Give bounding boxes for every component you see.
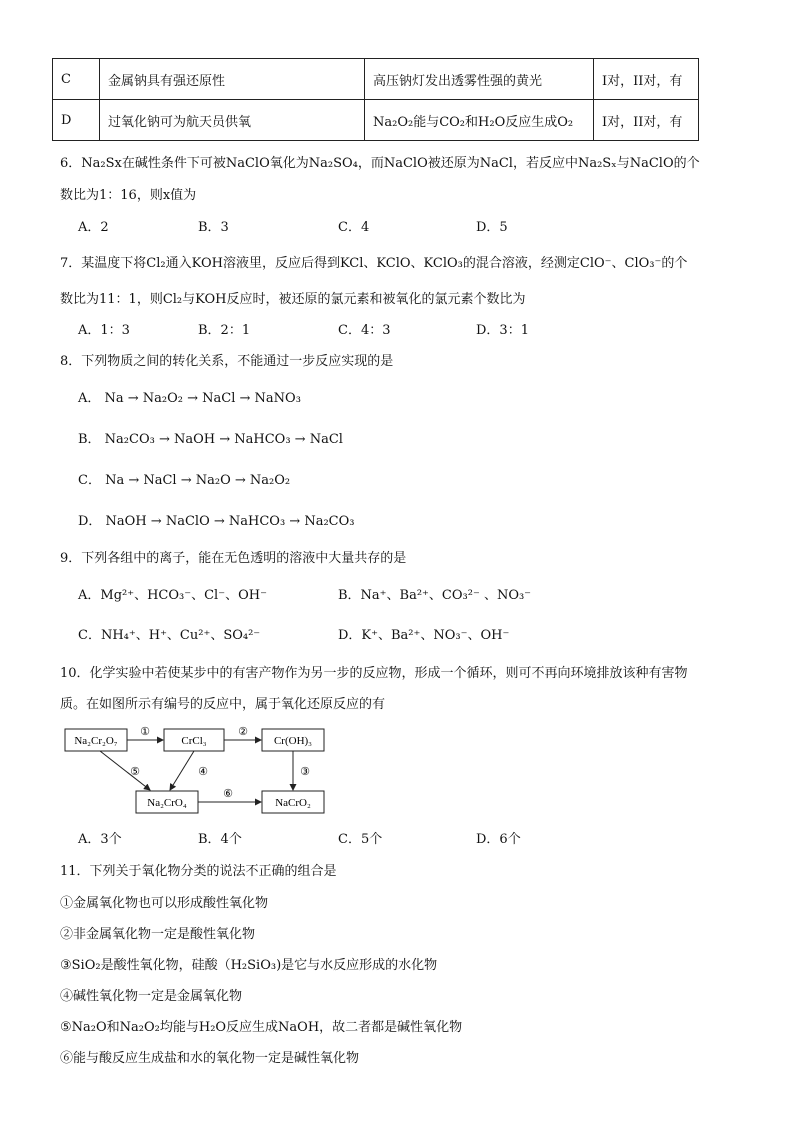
q11-item-1: ①金属氧化物也可以形成酸性氧化物	[60, 896, 269, 911]
table-row	[53, 59, 699, 100]
judgement: I对，II对，有	[594, 59, 699, 100]
row-label: C	[53, 59, 100, 100]
q7-option-b[interactable]: B．2：1	[198, 323, 251, 338]
q6-stem-line1: 6．Na₂Sx在碱性条件下可被NaClO氧化为Na₂SO₄，而NaClO被还原为NaCl，若反应中Na₂Sₓ与NaClO的个	[60, 156, 700, 171]
q10-option-b[interactable]: B．4个	[198, 832, 242, 847]
svg-text:CrCl₃: CrCl₃	[181, 735, 207, 747]
svg-text:Na₂CrO₄: Na₂CrO₄	[147, 797, 187, 809]
edge-label-6: ⑥	[223, 788, 233, 800]
q8-option-d[interactable]: D． NaOH → NaClO → NaHCO₃ → Na₂CO₃	[78, 514, 355, 529]
node-nacro2	[262, 791, 324, 813]
q10-stem-line2: 质。在如图所示有编号的反应中，属于氧化还原反应的有	[60, 697, 386, 712]
q11-item-5: ⑤Na₂O和Na₂O₂均能与H₂O反应生成NaOH，故二者都是碱性氧化物	[60, 1020, 463, 1035]
q9-option-d[interactable]: D．K⁺、Ba²⁺、NO₃⁻、OH⁻	[338, 628, 510, 643]
arrow-5	[100, 751, 150, 790]
q6-option-d[interactable]: D．5	[476, 220, 508, 235]
q6-option-c[interactable]: C．4	[338, 220, 370, 235]
reaction-cycle-diagram	[60, 722, 340, 818]
q7-option-a[interactable]: A．1：3	[78, 323, 130, 338]
q9-option-b[interactable]: B．Na⁺、Ba²⁺、CO₃²⁻ 、NO₃⁻	[338, 588, 532, 603]
q7-option-c[interactable]: C．4：3	[338, 323, 391, 338]
svg-text:Na₂Cr₂O₇: Na₂Cr₂O₇	[74, 735, 118, 747]
judgement: I对，II对，有	[594, 100, 699, 141]
q11-stem: 11．下列关于氧化物分类的说法不正确的组合是	[60, 864, 337, 879]
q8-option-a[interactable]: A． Na → Na₂O₂ → NaCl → NaNO₃	[78, 391, 301, 406]
svg-text:Cr(OH)₃: Cr(OH)₃	[273, 735, 313, 747]
statement-1: 金属钠具有强还原性	[100, 59, 365, 100]
q9-option-c[interactable]: C．NH₄⁺、H⁺、Cu²⁺、SO₄²⁻	[78, 628, 261, 643]
q9-option-a[interactable]: A．Mg²⁺、HCO₃⁻、Cl⁻、OH⁻	[78, 588, 267, 603]
statement-1: 过氧化钠可为航天员供氧	[100, 100, 365, 141]
edge-label-3: ③	[300, 766, 310, 778]
options-table	[52, 58, 699, 141]
q10-option-d[interactable]: D．6个	[476, 832, 521, 847]
node-na2cro4	[136, 791, 198, 813]
q6-option-b[interactable]: B．3	[198, 220, 229, 235]
q6-option-a[interactable]: A．2	[78, 220, 109, 235]
edge-label-4: ④	[198, 766, 208, 778]
q7-stem-line1: 7．某温度下将Cl₂通入KOH溶液里，反应后得到KCl、KClO、KClO₃的混合溶液，经测定ClO⁻、ClO₃⁻的个	[60, 256, 688, 271]
q10-option-a[interactable]: A．3个	[78, 832, 122, 847]
table-row	[53, 100, 699, 141]
node-na2cr2o7	[65, 729, 127, 751]
edge-label-5: ⑤	[130, 766, 140, 778]
q7-option-d[interactable]: D．3：1	[476, 323, 529, 338]
q7-stem-line2: 数比为11：1，则Cl₂与KOH反应时，被还原的氯元素和被氧化的氯元素个数比为	[60, 292, 526, 307]
edge-label-1: ①	[140, 726, 150, 738]
node-croh3	[262, 729, 324, 751]
q9-stem: 9．下列各组中的离子，能在无色透明的溶液中大量共存的是	[60, 551, 407, 566]
edge-label-2: ②	[238, 726, 248, 738]
statement-2: Na₂O₂能与CO₂和H₂O反应生成O₂	[365, 100, 594, 141]
q11-item-3: ③SiO₂是酸性氧化物，硅酸（H₂SiO₃)是它与水反应形成的水化物	[60, 958, 438, 973]
row-label: D	[53, 100, 100, 141]
q8-stem: 8．下列物质之间的转化关系，不能通过一步反应实现的是	[60, 354, 394, 369]
node-crcl3	[164, 729, 224, 751]
svg-text:NaCrO₂: NaCrO₂	[275, 797, 311, 809]
q11-item-6: ⑥能与酸反应生成盐和水的氧化物一定是碱性氧化物	[60, 1051, 360, 1066]
q11-item-4: ④碱性氧化物一定是金属氧化物	[60, 989, 243, 1004]
q11-item-2: ②非金属氧化物一定是酸性氧化物	[60, 927, 256, 942]
arrow-4	[170, 751, 194, 790]
q10-stem-line1: 10．化学实验中若使某步中的有害产物作为另一步的反应物，形成一个循环，则可不再向环境排放该种有害物	[60, 666, 688, 681]
q8-option-b[interactable]: B． Na₂CO₃ → NaOH → NaHCO₃ → NaCl	[78, 432, 343, 447]
statement-2: 高压钠灯发出透雾性强的黄光	[365, 59, 594, 100]
q10-option-c[interactable]: C．5个	[338, 832, 383, 847]
q6-stem-line2: 数比为1：16，则x值为	[60, 188, 197, 203]
q8-option-c[interactable]: C． Na → NaCl → Na₂O → Na₂O₂	[78, 473, 291, 488]
